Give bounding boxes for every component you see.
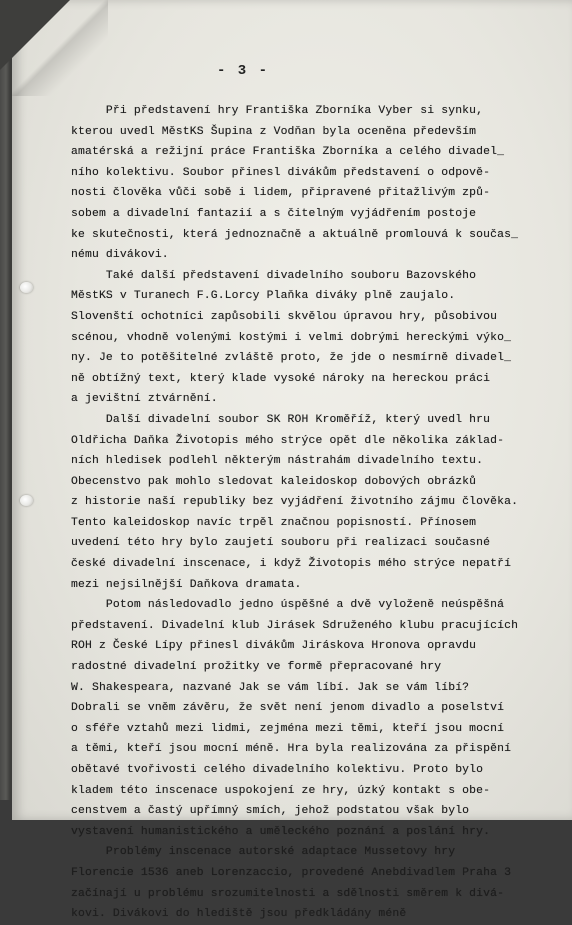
text-line: scénou, vhodně volenými kostými i velmi dobrými hereckými výko_ xyxy=(71,331,512,344)
text-line: MěstKS v Turanech F.G.Lorcy Plaňka diváky plně zaujalo. xyxy=(71,290,456,303)
text-line: o sféře vztahů mezi lidmi, zejména mezi těmi, kteří jsou mocní xyxy=(71,722,505,735)
text-line: Dobrali se vněm závěru, že svět není jenom divadlo a poselství xyxy=(71,702,505,715)
text-line: Potom následovadlo jedno úspěšné a dvě vyloženě neúspěšná xyxy=(71,599,505,612)
text-line: Oldřicha Daňka Životopis mého strýce opět dle několika základ- xyxy=(71,434,505,447)
text-line: ke skutečnosti, která jednoznačně a aktuálně promlouvá k součas_ xyxy=(71,228,519,241)
text-line: Tento kaleidoskop navíc trpěl značnou popisností. Přínosem xyxy=(71,516,477,529)
punch-hole-upper xyxy=(20,282,33,293)
text-line: Také další představení divadelního souboru Bazovského xyxy=(71,269,477,282)
text-line: ního kolektivu. Soubor přinesl divákům představení o odpově- xyxy=(71,166,491,179)
text-line: nosti člověka vůči sobě i lidem, připravené přitažlivým způ- xyxy=(71,187,491,200)
text-line: sobem a divadelní fantazií a s čitelným vyjádřením postoje xyxy=(71,207,477,220)
text-line: z historie naší republiky bez vyjádření životního zájmu člověka. xyxy=(71,496,519,509)
text-line: kladem této inscenace uspokojení ze hry, úzký kontakt s obe- xyxy=(71,784,491,797)
text-line: Obecenstvo pak mohlo sledovat kaleidoskop dobových obrázků xyxy=(71,475,477,488)
text-line: ROH z České Lípy přinesl divákům Jiráskova Hronova opravdu xyxy=(71,640,477,653)
folded-corner xyxy=(0,0,70,70)
text-line: nému divákovi. xyxy=(71,249,169,262)
text-line: Florencie 1536 aneb Lorenzaccio, provedené Anebdivadlem Praha 3 xyxy=(71,866,512,879)
text-line: představení. Divadelní klub Jirásek Sdruženého klubu pracujících xyxy=(71,619,519,632)
text-line: obětavé tvořivosti celého divadelního kolektivu. Proto bylo xyxy=(71,764,484,776)
text-line: censtvem a častý upřímný smích, jehož podstatou však bylo xyxy=(71,805,470,818)
text-line: ních hledisek podlehl některým nástrahám divadelního textu. xyxy=(71,455,484,468)
page-number: - 3 - xyxy=(217,63,270,79)
text-line: Slovenští ochotníci zapůsobili skvělou úpravou hry, působivou xyxy=(71,310,498,323)
text-line: vystavení humanistického a uměleckého poznání a poslání hry. xyxy=(71,825,491,838)
text-line: mezi nejsilnější Daňkova dramata. xyxy=(71,578,302,591)
text-line: kovi. Divákovi do hlediště jsou předkládány méně xyxy=(71,908,407,921)
text-line: Další divadelní soubor SK ROH Kroměříž, který uvedl hru xyxy=(71,413,491,426)
text-line: ny. Je to potěšitelné zvláště proto, že jde o nesmírně divadel_ xyxy=(71,352,512,365)
typewritten-body xyxy=(71,101,541,925)
text-line: Problémy inscenace autorské adaptace Mussetovy hry xyxy=(71,846,456,859)
text-line: české divadelní inscenace, i když Životopis mého strýce nepatří xyxy=(71,558,512,571)
text-line: Při představení hry Františka Zborníka Vyber si synku, xyxy=(71,105,484,117)
punch-hole-lower xyxy=(20,495,33,506)
text-line: ně obtížný text, který klade vysoké nároky na hereckou práci xyxy=(71,372,491,385)
text-line: a jevištní ztvárnění. xyxy=(71,393,218,406)
text-line: a těmi, kteří jsou mocní méně. Hra byla realizována za přispění xyxy=(71,743,512,756)
text-line: amatérská a režijní práce Františka Zborníka a celého divadel_ xyxy=(71,146,505,159)
text-line: kterou uvedl MěstKS Šupina z Vodňan byla oceněna především xyxy=(71,125,477,138)
text-line: začínají u problému srozumitelnosti a sdělnosti směrem k divá- xyxy=(71,887,505,900)
text-line: uvedení této hry bylo zaujetí souboru při realizaci současné xyxy=(71,537,491,550)
text-line: W. Shakespeara, nazvané Jak se vám líbí. Jak se vám líbí? xyxy=(71,681,470,694)
text-line: radostné divadelní prožitky ve formě přepracované hry xyxy=(71,661,442,674)
